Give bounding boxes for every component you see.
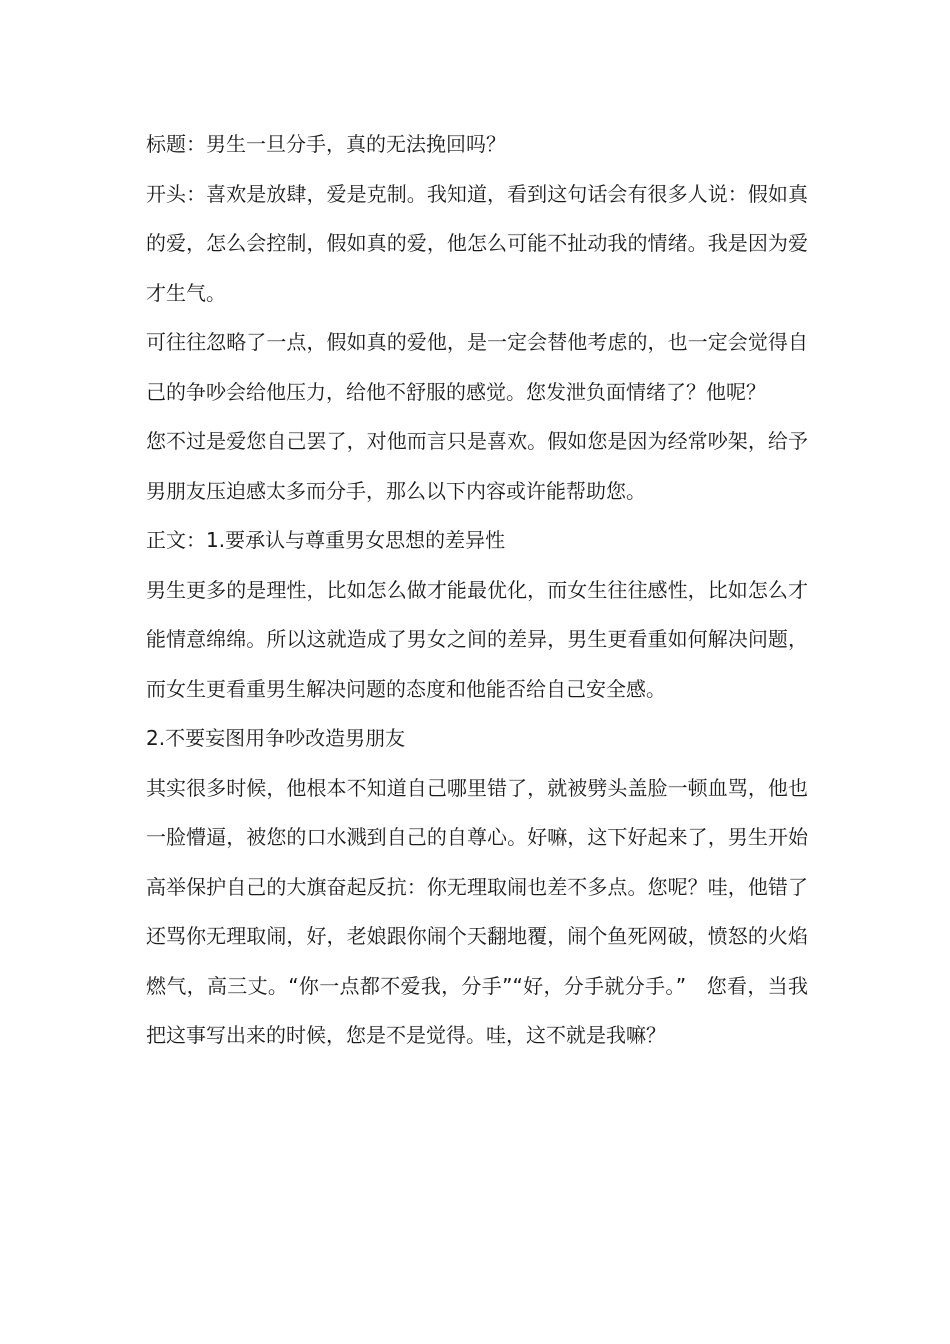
paragraph-ignore-point: 可往往忽略了一点，假如真的爱他，是一定会替他考虑的，也一定会觉得自己的争吵会给他压力，给他不舒服的感觉。您发泄负面情绪了？他呢？ [146, 330, 808, 404]
document-body [146, 120, 808, 1061]
section-heading-1: 正文：1.要承认与尊重男女思想的差异性 [146, 528, 506, 552]
document-title: 标题：男生一旦分手，真的无法挽回吗？ [146, 132, 506, 156]
paragraph-love-yourself: 您不过是爱您自己罢了，对他而言只是喜欢。假如您是因为经常吵架，给予男朋友压迫感太多而分手，那么以下内容或许能帮助您。 [146, 429, 808, 503]
opening-paragraph: 开头：喜欢是放肆，爱是克制。我知道，看到这句话会有很多人说：假如真的爱，怎么会控制，假如真的爱，他怎么可能不扯动我的情绪。我是因为爱才生气。 [146, 181, 808, 305]
section-heading-2: 2.不要妄图用争吵改造男朋友 [146, 726, 406, 750]
paragraph-quarrel: 其实很多时候，他根本不知道自己哪里错了，就被劈头盖脸一顿血骂，他也一脸懵逼，被您的口水溅到自己的自尊心。好嘛，这下好起来了，男生开始高举保护自己的大旗奋起反抗：你无理取闹也差不多点。您呢？哇，他错了还骂你无理取闹，好，老娘跟你闹个天翻地覆，闹个鱼死网破，愤怒的火焰燃气，高三丈。“你一点都不爱我，分手”“好，分手就分手。” 您看，当我把这事写出来的时候，您是不是觉得。哇，这不就是我嘛？ [146, 775, 808, 1047]
paragraph-differences: 男生更多的是理性，比如怎么做才能最优化，而女生往往感性，比如怎么才能情意绵绵。所以这就造成了男女之间的差异，男生更看重如何解决问题，而女生更看重男生解决问题的态度和他能否给自己安全感。 [146, 577, 808, 701]
